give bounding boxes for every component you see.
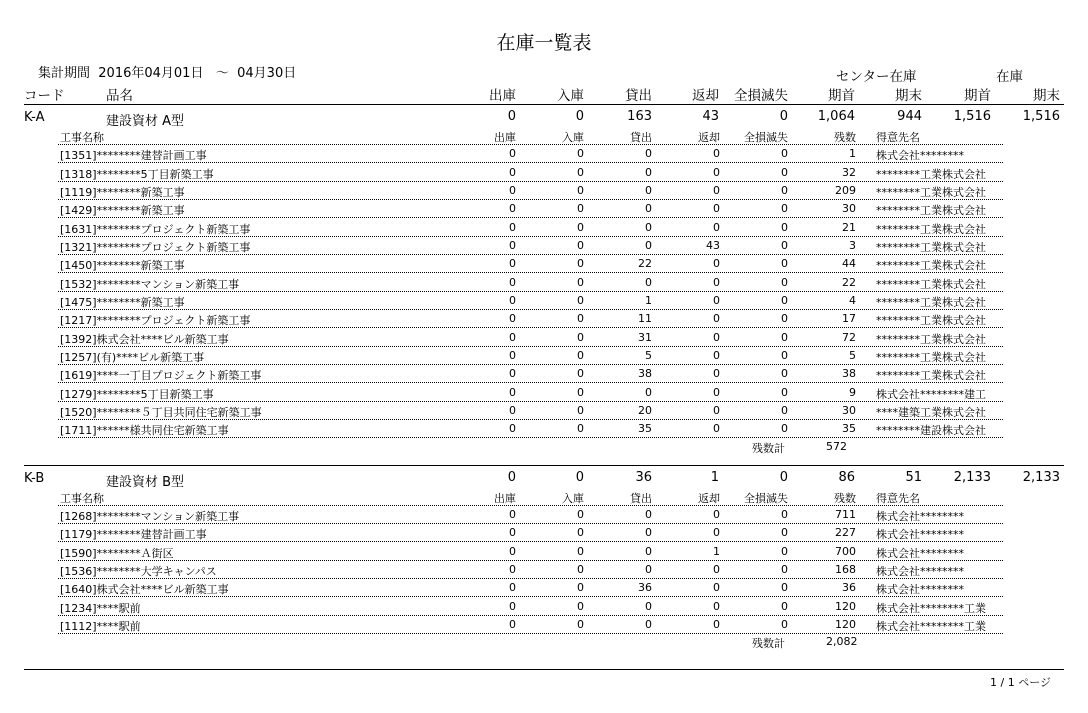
row-remain: 227 xyxy=(835,526,856,540)
total-label: 残数計 xyxy=(752,441,785,455)
row-divider xyxy=(58,437,1003,438)
row-return: 0 xyxy=(713,147,720,161)
row-divider xyxy=(58,199,1003,200)
row-return: 0 xyxy=(713,526,720,540)
row-return: 0 xyxy=(713,275,720,289)
row-client: ********工業株式会社 xyxy=(876,185,986,199)
row-loss: 0 xyxy=(781,165,788,179)
row-divider xyxy=(58,217,1003,218)
row-remain: 700 xyxy=(835,544,856,558)
row-out: 0 xyxy=(509,617,516,631)
row-lend: 20 xyxy=(638,403,652,417)
header-in: 入庫 xyxy=(557,88,584,104)
row-remain: 36 xyxy=(842,581,856,595)
row-lend: 0 xyxy=(645,147,652,161)
row-project: [1631]********プロジェクト新築工事 xyxy=(60,222,251,236)
row-in: 0 xyxy=(577,183,584,197)
row-client: 株式会社******** xyxy=(876,583,964,597)
product-loss: 0 xyxy=(779,469,788,485)
row-client: ****建築工業株式会社 xyxy=(876,405,986,419)
row-return: 0 xyxy=(713,422,720,436)
row-divider xyxy=(58,346,1003,347)
row-client: ********工業株式会社 xyxy=(876,222,986,236)
header-center-end: 期末 xyxy=(895,88,922,104)
row-project: [1450]********新築工事 xyxy=(60,259,185,273)
row-return: 0 xyxy=(713,581,720,595)
row-out: 0 xyxy=(509,293,516,307)
period-label: 集計期間 xyxy=(38,66,91,81)
row-in: 0 xyxy=(577,599,584,613)
row-return: 0 xyxy=(713,293,720,307)
product-return: 1 xyxy=(710,469,719,485)
subheader-out: 出庫 xyxy=(494,131,516,144)
row-client: 株式会社******** xyxy=(876,546,964,560)
row-client: ********工業株式会社 xyxy=(876,167,986,181)
row-divider xyxy=(58,254,1003,255)
row-project: [1536]********大学キャンパス xyxy=(60,564,217,578)
header-group-stock: 在庫 xyxy=(996,69,1023,85)
subheader-return: 返却 xyxy=(698,131,720,144)
row-lend: 0 xyxy=(645,220,652,234)
row-in: 0 xyxy=(577,507,584,521)
row-out: 0 xyxy=(509,599,516,613)
row-remain: 72 xyxy=(842,330,856,344)
total-label: 残数計 xyxy=(752,637,785,651)
row-in: 0 xyxy=(577,257,584,271)
row-project: [1429]********新築工事 xyxy=(60,204,185,218)
row-loss: 0 xyxy=(781,183,788,197)
product-center-end: 944 xyxy=(897,109,922,124)
row-remain: 32 xyxy=(842,165,856,179)
row-out: 0 xyxy=(509,507,516,521)
row-remain: 21 xyxy=(842,220,856,234)
row-in: 0 xyxy=(577,581,584,595)
row-in: 0 xyxy=(577,617,584,631)
row-divider xyxy=(58,382,1003,383)
row-client: ********工業株式会社 xyxy=(876,332,986,346)
row-in: 0 xyxy=(577,312,584,326)
product-center-start: 1,064 xyxy=(817,109,855,124)
row-out: 0 xyxy=(509,275,516,289)
row-return: 0 xyxy=(713,257,720,271)
row-return: 0 xyxy=(713,599,720,613)
row-lend: 0 xyxy=(645,507,652,521)
row-lend: 0 xyxy=(645,526,652,540)
header-loss: 全損滅失 xyxy=(734,88,788,104)
row-return: 0 xyxy=(713,183,720,197)
row-in: 0 xyxy=(577,330,584,344)
row-return: 0 xyxy=(713,617,720,631)
row-in: 0 xyxy=(577,238,584,252)
row-in: 0 xyxy=(577,202,584,216)
row-project: [1711]******様共同住宅新築工事 xyxy=(60,424,229,438)
row-out: 0 xyxy=(509,581,516,595)
row-divider xyxy=(58,272,1003,273)
subheader-project: 工事名称 xyxy=(60,131,104,144)
row-out: 0 xyxy=(509,422,516,436)
row-out: 0 xyxy=(509,330,516,344)
total-value: 2,082 xyxy=(826,635,858,649)
row-project: [1268]********マンション新築工事 xyxy=(60,509,240,523)
row-client: 株式会社******** xyxy=(876,149,964,163)
row-divider xyxy=(58,309,1003,310)
row-out: 0 xyxy=(509,367,516,381)
row-out: 0 xyxy=(509,348,516,362)
row-out: 0 xyxy=(509,526,516,540)
row-return: 0 xyxy=(713,220,720,234)
row-project: [1392]株式会社****ビル新築工事 xyxy=(60,332,229,346)
period-from: 2016年04月01日 xyxy=(98,66,204,81)
subheader-remain: 残数 xyxy=(834,131,856,144)
row-lend: 11 xyxy=(638,312,652,326)
product-center-start: 86 xyxy=(838,469,855,485)
row-loss: 0 xyxy=(781,293,788,307)
subheader-lend: 貸出 xyxy=(630,491,652,505)
row-out: 0 xyxy=(509,147,516,161)
row-project: [1318]********5丁目新築工事 xyxy=(60,167,214,181)
product-loss: 0 xyxy=(779,109,788,124)
row-remain: 120 xyxy=(835,599,856,613)
row-remain: 9 xyxy=(849,385,856,399)
row-loss: 0 xyxy=(781,275,788,289)
row-project: [1234]****駅前 xyxy=(60,601,141,615)
row-return: 43 xyxy=(706,238,720,252)
product-stock-end: 1,516 xyxy=(1022,109,1060,124)
row-divider xyxy=(58,541,1003,542)
row-loss: 0 xyxy=(781,147,788,161)
row-client: 株式会社******** xyxy=(876,509,964,523)
row-divider xyxy=(58,327,1003,328)
row-client: ********工業株式会社 xyxy=(876,204,986,218)
row-divider xyxy=(58,181,1003,182)
row-in: 0 xyxy=(577,275,584,289)
row-client: ********工業株式会社 xyxy=(876,277,986,291)
header-code: コード xyxy=(24,88,65,104)
row-in: 0 xyxy=(577,293,584,307)
row-in: 0 xyxy=(577,385,584,399)
row-loss: 0 xyxy=(781,403,788,417)
row-project: [1640]株式会社****ビル新築工事 xyxy=(60,583,229,597)
row-return: 0 xyxy=(713,507,720,521)
row-remain: 44 xyxy=(842,257,856,271)
product-code: K-B xyxy=(24,470,45,486)
header-rule xyxy=(24,104,1064,105)
product-in: 0 xyxy=(575,469,584,485)
row-divider xyxy=(58,162,1003,163)
row-lend: 0 xyxy=(645,599,652,613)
row-loss: 0 xyxy=(781,599,788,613)
row-remain: 30 xyxy=(842,403,856,417)
row-lend: 0 xyxy=(645,617,652,631)
row-return: 0 xyxy=(713,403,720,417)
row-project: [1279]********5丁目新築工事 xyxy=(60,387,214,401)
row-in: 0 xyxy=(577,403,584,417)
subheader-loss: 全損滅失 xyxy=(744,491,788,505)
row-client: ********工業株式会社 xyxy=(876,369,986,383)
row-lend: 0 xyxy=(645,165,652,179)
row-project: [1532]********マンション新築工事 xyxy=(60,277,240,291)
row-remain: 5 xyxy=(849,348,856,362)
product-out: 0 xyxy=(507,469,516,485)
row-loss: 0 xyxy=(781,562,788,576)
header-name: 品名 xyxy=(106,88,133,104)
row-project: [1179]********建替計画工事 xyxy=(60,528,207,542)
period-range xyxy=(38,62,296,81)
row-lend: 0 xyxy=(645,562,652,576)
row-remain: 35 xyxy=(842,422,856,436)
row-return: 0 xyxy=(713,367,720,381)
product-lend: 36 xyxy=(635,469,652,485)
subheader-return: 返却 xyxy=(698,491,720,505)
row-return: 0 xyxy=(713,385,720,399)
page-number: 1 / 1 ページ xyxy=(990,676,1051,689)
row-project: [1119]********新築工事 xyxy=(60,185,185,199)
row-remain: 711 xyxy=(835,507,856,521)
subheader-divider xyxy=(58,505,1003,506)
product-code: K-A xyxy=(24,110,45,125)
row-return: 0 xyxy=(713,165,720,179)
row-in: 0 xyxy=(577,526,584,540)
row-loss: 0 xyxy=(781,257,788,271)
row-lend: 35 xyxy=(638,422,652,436)
product-in: 0 xyxy=(575,109,584,124)
row-client: ********工業株式会社 xyxy=(876,240,986,254)
row-lend: 0 xyxy=(645,385,652,399)
header-center-start: 期首 xyxy=(828,88,855,104)
row-out: 0 xyxy=(509,403,516,417)
row-remain: 22 xyxy=(842,275,856,289)
row-remain: 3 xyxy=(849,238,856,252)
row-project: [1619]****一丁目プロジェクト新築工事 xyxy=(60,369,262,383)
row-in: 0 xyxy=(577,348,584,362)
header-out: 出庫 xyxy=(489,88,516,104)
product-stock-end: 2,133 xyxy=(1022,469,1060,485)
row-client: 株式会社******** xyxy=(876,564,964,578)
row-in: 0 xyxy=(577,544,584,558)
row-client: ********工業株式会社 xyxy=(876,295,986,309)
row-divider xyxy=(58,560,1003,561)
row-lend: 0 xyxy=(645,275,652,289)
row-return: 0 xyxy=(713,202,720,216)
product-stock-start: 2,133 xyxy=(953,469,991,485)
row-loss: 0 xyxy=(781,312,788,326)
subheader-client: 得意先名 xyxy=(876,131,920,144)
row-lend: 0 xyxy=(645,183,652,197)
row-divider xyxy=(58,364,1003,365)
subheader-out: 出庫 xyxy=(494,491,516,505)
row-divider xyxy=(58,401,1003,402)
row-client: ********工業株式会社 xyxy=(876,259,986,273)
subheader-project: 工事名称 xyxy=(60,491,104,505)
row-out: 0 xyxy=(509,183,516,197)
row-out: 0 xyxy=(509,220,516,234)
row-out: 0 xyxy=(509,202,516,216)
row-lend: 38 xyxy=(638,367,652,381)
subheader-in: 入庫 xyxy=(562,491,584,505)
row-loss: 0 xyxy=(781,507,788,521)
row-loss: 0 xyxy=(781,422,788,436)
product-lend: 163 xyxy=(627,109,652,124)
row-divider xyxy=(58,596,1003,597)
row-divider xyxy=(58,615,1003,616)
row-return: 0 xyxy=(713,330,720,344)
row-client: 株式会社********建工 xyxy=(876,387,986,401)
row-remain: 38 xyxy=(842,367,856,381)
row-divider xyxy=(58,578,1003,579)
row-loss: 0 xyxy=(781,202,788,216)
row-lend: 0 xyxy=(645,544,652,558)
subheader-client: 得意先名 xyxy=(876,491,920,505)
row-out: 0 xyxy=(509,238,516,252)
product-name: 建設資材 B型 xyxy=(106,474,185,490)
subheader-loss: 全損滅失 xyxy=(744,131,788,144)
row-lend: 5 xyxy=(645,348,652,362)
product-return: 43 xyxy=(702,109,719,124)
row-project: [1257](有)****ビル新築工事 xyxy=(60,350,205,364)
row-client: 株式会社******** xyxy=(876,528,964,542)
row-loss: 0 xyxy=(781,617,788,631)
product-stock-start: 1,516 xyxy=(953,109,991,124)
row-divider xyxy=(58,291,1003,292)
row-in: 0 xyxy=(577,165,584,179)
row-project: [1217]********プロジェクト新築工事 xyxy=(60,314,251,328)
row-lend: 0 xyxy=(645,202,652,216)
row-divider xyxy=(58,419,1003,420)
report-title: 在庫一覧表 xyxy=(496,32,592,54)
row-project: [1351]********建替計画工事 xyxy=(60,149,207,163)
header-stock-end: 期末 xyxy=(1033,88,1060,104)
row-divider xyxy=(58,236,1003,237)
row-loss: 0 xyxy=(781,544,788,558)
footer-rule xyxy=(24,669,1064,670)
header-return: 返却 xyxy=(692,88,719,104)
row-project: [1112]****駅前 xyxy=(60,619,141,633)
product-center-end: 51 xyxy=(905,469,922,485)
subheader-in: 入庫 xyxy=(562,131,584,144)
row-lend: 22 xyxy=(638,257,652,271)
subheader-divider xyxy=(58,144,1003,145)
row-out: 0 xyxy=(509,544,516,558)
row-lend: 0 xyxy=(645,238,652,252)
row-return: 0 xyxy=(713,348,720,362)
row-return: 0 xyxy=(713,312,720,326)
row-client: ********工業株式会社 xyxy=(876,350,986,364)
row-loss: 0 xyxy=(781,348,788,362)
period-separator: ～ xyxy=(215,66,229,81)
row-project: [1520]********５丁目共同住宅新築工事 xyxy=(60,405,262,419)
row-remain: 1 xyxy=(849,147,856,161)
row-lend: 1 xyxy=(645,293,652,307)
row-divider xyxy=(58,523,1003,524)
row-lend: 31 xyxy=(638,330,652,344)
row-return: 1 xyxy=(713,544,720,558)
header-stock-start: 期首 xyxy=(964,88,991,104)
row-loss: 0 xyxy=(781,238,788,252)
row-in: 0 xyxy=(577,220,584,234)
row-client: ********工業株式会社 xyxy=(876,314,986,328)
row-client: 株式会社********工業 xyxy=(876,619,986,633)
row-remain: 120 xyxy=(835,617,856,631)
row-project: [1590]********Ａ街区 xyxy=(60,546,174,560)
row-divider xyxy=(58,633,1003,634)
row-remain: 30 xyxy=(842,202,856,216)
row-remain: 209 xyxy=(835,183,856,197)
row-out: 0 xyxy=(509,562,516,576)
row-project: [1475]********新築工事 xyxy=(60,295,185,309)
row-project: [1321]********プロジェクト新築工事 xyxy=(60,240,251,254)
row-in: 0 xyxy=(577,147,584,161)
row-loss: 0 xyxy=(781,220,788,234)
row-remain: 17 xyxy=(842,312,856,326)
row-out: 0 xyxy=(509,165,516,179)
row-remain: 168 xyxy=(835,562,856,576)
period-to: 04月30日 xyxy=(237,66,297,81)
row-in: 0 xyxy=(577,422,584,436)
row-loss: 0 xyxy=(781,581,788,595)
row-in: 0 xyxy=(577,562,584,576)
product-out: 0 xyxy=(507,109,516,124)
header-group-center: センター在庫 xyxy=(836,69,917,85)
header-lend: 貸出 xyxy=(625,88,652,104)
row-out: 0 xyxy=(509,385,516,399)
row-loss: 0 xyxy=(781,385,788,399)
product-separator xyxy=(24,465,1064,466)
row-lend: 36 xyxy=(638,581,652,595)
subheader-lend: 貸出 xyxy=(630,131,652,144)
row-out: 0 xyxy=(509,312,516,326)
row-client: 株式会社********工業 xyxy=(876,601,986,615)
subheader-remain: 残数 xyxy=(834,491,856,505)
row-out: 0 xyxy=(509,257,516,271)
row-in: 0 xyxy=(577,367,584,381)
row-loss: 0 xyxy=(781,367,788,381)
product-name: 建設資材 A型 xyxy=(106,114,185,129)
row-loss: 0 xyxy=(781,330,788,344)
row-loss: 0 xyxy=(781,526,788,540)
row-client: ********建設株式会社 xyxy=(876,424,986,438)
total-value: 572 xyxy=(826,439,847,453)
row-return: 0 xyxy=(713,562,720,576)
row-remain: 4 xyxy=(849,293,856,307)
